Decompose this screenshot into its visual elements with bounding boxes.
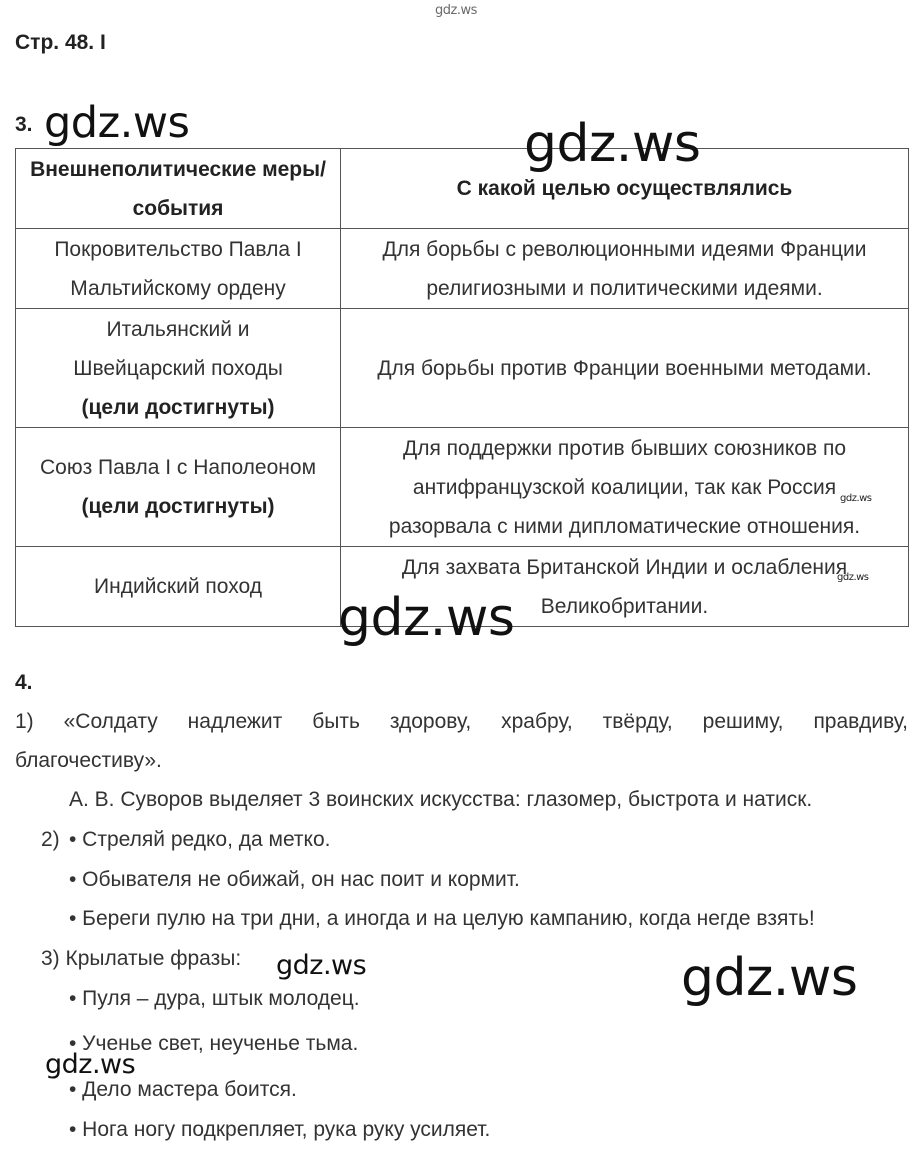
watermark: gdz.ws (45, 1049, 136, 1080)
list-item: • Нога ногу подкрепляет, рука руку усиляет. (69, 1118, 491, 1141)
list-item: • Стреляй редко, да метко. (69, 828, 331, 851)
goal-cell (341, 229, 909, 309)
event-line: Мальтийскому ордену (70, 276, 286, 300)
event-cell (16, 428, 341, 547)
goal-line: Великобритании. (540, 594, 709, 618)
list-item: • Дело мастера боится. (69, 1078, 297, 1101)
item-3-title: 3) Крылатые фразы: (41, 947, 242, 970)
event-cell (16, 229, 341, 309)
header-events: Внешнеполитические меры/события (16, 149, 341, 229)
event-cell (16, 309, 341, 428)
event-note: (цели достигнуты) (81, 495, 275, 518)
table-row (16, 229, 909, 309)
event-note: (цели достигнуты) (81, 395, 275, 419)
watermark: gdz.ws (524, 114, 701, 174)
events-table (15, 148, 909, 627)
event-line: Индийский поход (94, 575, 262, 598)
goal-line: антифранцузской коалиции, так как Россия (412, 475, 837, 499)
event-line: Покровительство Павла I (54, 237, 302, 261)
table-header-row (16, 149, 909, 229)
event-line: Итальянский и (106, 317, 250, 341)
task-4-number: 4. (15, 671, 33, 694)
quote-note: А. В. Суворов выделяет 3 воинских искусства: глазомер, быстрота и натиск. (69, 788, 813, 811)
goal-line: разорвала с ними дипломатические отношения. (388, 514, 861, 538)
watermark-top: gdz.ws (435, 3, 477, 18)
goal-line: Для борьбы с революционными идеями Франции (382, 237, 867, 261)
goal-line: Для борьбы против Франции военными методами. (377, 356, 872, 380)
watermark: gdz.ws (276, 950, 367, 981)
list-item: • Пуля – дура, штык молодец. (69, 987, 360, 1010)
watermark: gdz.ws (338, 588, 515, 648)
list-item: • Обывателя не обижай, он нас поит и кормит. (69, 868, 520, 891)
quote-line: благочестиву». (15, 749, 162, 772)
event-line: Швейцарский походы (73, 356, 283, 380)
watermark-small: gdz.ws (837, 572, 869, 583)
header-goals: С какой целью осуществлялись (341, 149, 909, 229)
watermark: gdz.ws (44, 98, 190, 148)
event-line: Союз Павла I с Наполеоном (39, 456, 317, 479)
goal-cell (341, 309, 909, 428)
table-row (16, 428, 909, 547)
goal-line: Для поддержки против бывших союзников по (403, 436, 846, 460)
page-reference: Стр. 48. I (15, 31, 106, 54)
goal-cell (341, 428, 909, 547)
list-item: • Береги пулю на три дни, а иногда и на целую кампанию, когда негде взять! (69, 907, 815, 930)
list-item: • Ученье свет, неученье тьма. (69, 1032, 359, 1055)
goal-line: религиозными и политическими идеями. (426, 276, 823, 300)
task-3-number: 3. (15, 113, 33, 136)
watermark: gdz.ws (681, 948, 858, 1008)
watermark-small: gdz.ws (840, 493, 872, 504)
item-2-label: 2) (41, 828, 60, 851)
goal-line: Для захвата Британской Индии и ослабления (401, 555, 848, 579)
event-cell (16, 547, 341, 627)
quote-line: 1) «Солдату надлежит быть здорову, храбру, твёрду, решиму, правдиву, (15, 710, 908, 733)
table-row (16, 309, 909, 428)
